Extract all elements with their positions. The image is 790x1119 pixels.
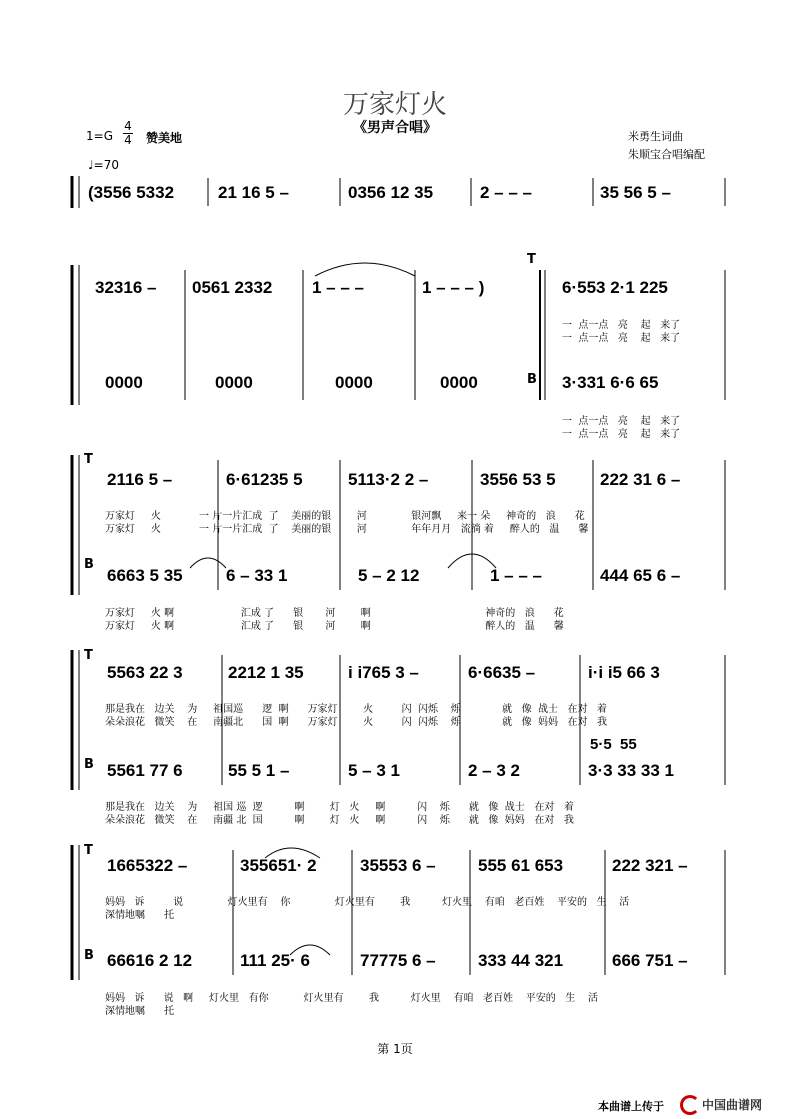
tempo-mark: ♩=70 [88, 158, 119, 172]
s2-b-m3: 0000 [335, 373, 373, 392]
s3-b-m5: 444 65 6 – [600, 566, 681, 585]
song-title: 万家灯火 [342, 90, 447, 120]
s2-t-m4: 1 – – – ) [422, 278, 485, 297]
s2-b-m2: 0000 [215, 373, 253, 392]
s2-t-m3: 1 – – – [312, 278, 364, 297]
s4-t-m5: i·i i5 66 3 [588, 663, 660, 682]
s2-b-m1: 0000 [105, 373, 143, 392]
upload-note: 本曲谱上传于 [598, 1100, 664, 1113]
s5-t-m4: 555 61 653 [478, 856, 564, 875]
s4-t-m3: i i765 3 – [348, 663, 419, 682]
s1-m1: (3556 5332 [88, 183, 175, 202]
s3-lyric-b1: 万家灯 火 啊 汇成 了 银 河 啊 神奇的 浪 花 [105, 608, 564, 619]
s4-t-m4: 6·6635 – [468, 663, 536, 682]
expression-mark: 赞美地 [146, 131, 183, 145]
s2-voice-b: B [527, 372, 537, 387]
s3-t-m5: 222 31 6 – [600, 470, 681, 489]
s5-b-m1: 66616 2 12 [107, 951, 193, 970]
s2-voice-t: T [527, 252, 536, 267]
s2-lyric-b2: 一 点一点 亮 起 来了 [562, 429, 681, 440]
s5-b-m3: 77775 6 – [360, 951, 436, 970]
key-signature: 1=G [86, 129, 113, 143]
s5-b-m4: 333 44 321 [478, 951, 564, 970]
s5-t-m2: 355651· 2 [240, 856, 317, 875]
s2-b-m5: 3·331 6·6 65 [562, 373, 659, 392]
s4-t-m1: 5563 22 3 [107, 663, 183, 682]
composer-credit: 米勇生词曲 [628, 130, 683, 143]
s5-lyric-b1: 妈妈 诉 说 啊 灯火里 有你 灯火里有 我 灯火里 有咱 老百姓 平安的 生 活 [105, 993, 598, 1004]
time-numerator: 4 [124, 119, 132, 133]
s3-voice-t: T [84, 452, 93, 467]
time-denominator: 4 [124, 133, 132, 147]
s3-t-m3: 5113·2 2 – [348, 470, 429, 489]
s1-m2: 21 16 5 – [218, 183, 289, 202]
s2-lyric-b1: 一 点一点 亮 起 来了 [562, 416, 681, 427]
s1-m3: 0356 12 35 [348, 183, 434, 202]
s5-t-m5: 222 321 – [612, 856, 688, 875]
s4-lyric-t2: 朵朵浪花 微笑 在 南疆北 国 啊 万家灯 火 闪 闪烁 烁 就 像 妈妈 在对 我 [105, 717, 608, 728]
s3-lyric-t2: 万家灯 火 一 片一片汇成 了 美丽的银 河 年年月月 流淌 着 醉人的 温 馨 [105, 524, 589, 535]
logo-mark-icon [680, 1095, 700, 1115]
s5-b-m2: 111 25· 6 [240, 951, 310, 970]
s4-t-m2: 2212 1 35 [228, 663, 304, 682]
s3-t-m2: 6·61235 5 [226, 470, 303, 489]
s1-m4: 2 – – – [480, 183, 532, 202]
page-number: 第 1页 [377, 1042, 413, 1056]
s5-t-m1: 1665322 – [107, 856, 188, 875]
s4-lyric-t1: 那是我在 边关 为 祖国巡 逻 啊 万家灯 火 闪 闪烁 烁 就 像 战士 在对 着 [105, 704, 608, 715]
s3-lyric-t1: 万家灯 火 一 片一片汇成 了 美丽的银 河 银河飘 来一 朵 神奇的 浪 花 [105, 511, 585, 522]
song-subtitle: 《男声合唱》 [353, 120, 437, 136]
site-logo [680, 1094, 788, 1114]
s4-voice-t: T [84, 648, 93, 663]
s3-t-m1: 2116 5 – [107, 470, 173, 489]
s2-lyric-t2: 一 点一点 亮 起 来了 [562, 333, 681, 344]
s4-b-m4: 2 – 3 2 [468, 761, 520, 780]
s5-lyric-t2: 深情地嘱 托 [105, 910, 175, 921]
s4-b-upper-notes: 5·5 55 [590, 736, 637, 753]
s2-t-m5: 6·553 2·1 225 [562, 278, 668, 297]
s3-t-m4: 3556 53 5 [480, 470, 556, 489]
s3-b-m1: 6663 5 35 [107, 566, 183, 585]
s1-m5: 35 56 5 – [600, 183, 671, 202]
s2-lyric-t1: 一 点一点 亮 起 来了 [562, 320, 681, 331]
s3-lyric-b2: 万家灯 火 啊 汇成 了 银 河 啊 醉人的 温 馨 [105, 621, 564, 632]
logo-text: 中国曲谱网 [702, 1098, 763, 1112]
s4-lyric-b2: 朵朵浪花 微笑 在 南疆 北 国 啊 灯 火 啊 闪 烁 就 像 妈妈 在对 我 [105, 815, 574, 826]
s4-b-m5: 3·3 33 33 1 [588, 761, 675, 780]
s4-lyric-b1: 那是我在 边关 为 祖国 巡 逻 啊 灯 火 啊 闪 烁 就 像 战士 在对 着 [105, 802, 574, 813]
s3-b-m4: 1 – – – [490, 566, 542, 585]
s2-t-m1: 32316 – [95, 278, 157, 297]
s5-lyric-t1: 妈妈 诉 说 灯火里有 你 灯火里有 我 灯火里 有咱 老百姓 平安的 生 活 [105, 897, 630, 908]
arranger-credit: 朱顺宝合唱编配 [628, 148, 705, 161]
s5-voice-t: T [84, 843, 93, 858]
s4-b-m3: 5 – 3 1 [348, 761, 400, 780]
s3-b-m2: 6 – 33 1 [226, 566, 288, 585]
s3-b-m3: 5 – 2 12 [358, 566, 420, 585]
s3-voice-b: B [84, 557, 94, 572]
s5-lyric-b2: 深情地嘱 托 [105, 1006, 175, 1017]
s4-b-m1: 5561 77 6 [107, 761, 183, 780]
s4-b-m2: 55 5 1 – [228, 761, 290, 780]
s5-voice-b: B [84, 948, 94, 963]
s2-t-m2: 0561 2332 [192, 278, 273, 297]
s5-t-m3: 35553 6 – [360, 856, 436, 875]
s2-b-m4: 0000 [440, 373, 478, 392]
s4-voice-b: B [84, 757, 94, 772]
s5-b-m5: 666 751 – [612, 951, 688, 970]
